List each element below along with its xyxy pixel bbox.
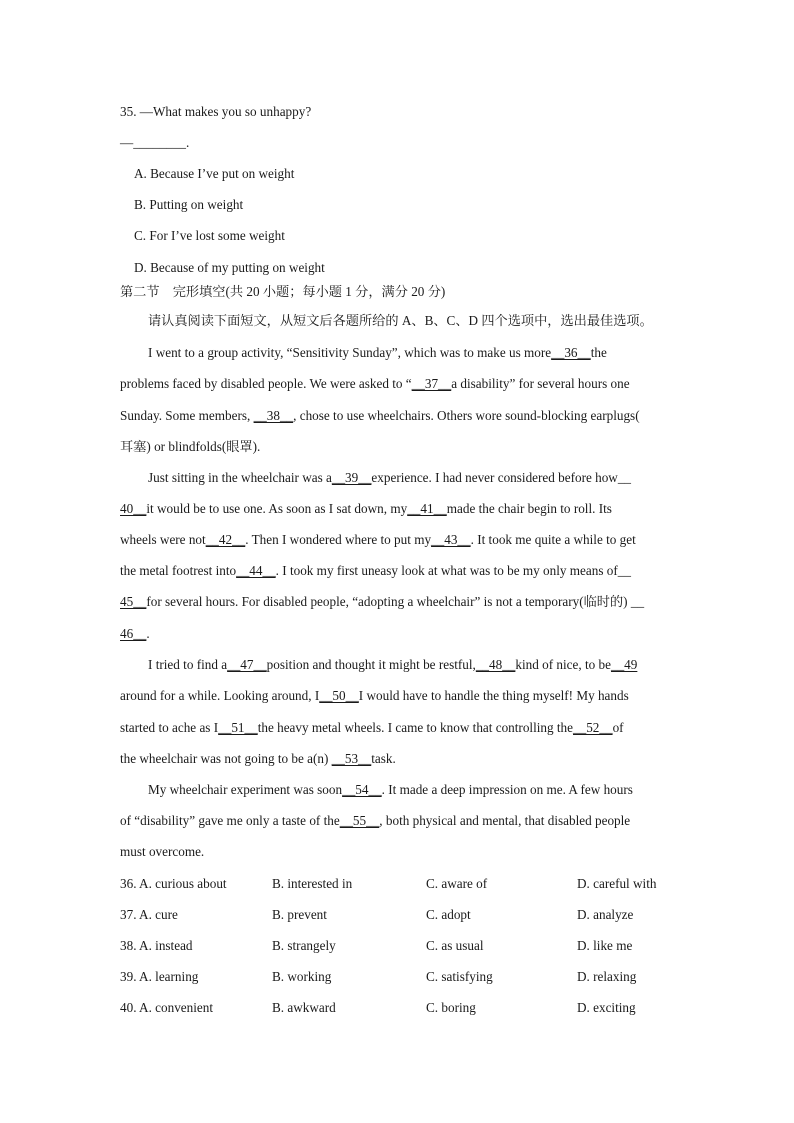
passage-line: wheels were not__42__. Then I wondered where to put my__43__. It took me quite a while to get — [120, 532, 636, 547]
blank-48: __48__ — [475, 657, 516, 672]
blank-54: __54__ — [342, 782, 382, 797]
option-b: B. awkward — [272, 1000, 336, 1015]
passage-line: problems faced by disabled people. We were asked to “__37__a disability” for several hours one — [120, 376, 630, 391]
passage-line: started to ache as I__51__the heavy metal wheels. I came to know that controlling the__52__of — [120, 720, 624, 735]
passage-line: I went to a group activity, “Sensitivity Sunday”, which was to make us more__36__the — [148, 345, 607, 360]
option-c: C. as usual — [426, 938, 484, 953]
blank-40: 40__ — [120, 501, 147, 516]
blank-36: __36__ — [551, 345, 591, 360]
section-instruction: 请认真阅读下面短文，从短文后各题所给的 A、B、C、D 四个选项中，选出最佳选项。 — [148, 313, 653, 328]
answer-end: . — [185, 135, 190, 150]
option-a: 36. A. curious about — [120, 876, 227, 891]
blank-44: __44__ — [236, 563, 276, 578]
option-d: D. exciting — [577, 1000, 636, 1015]
option-a: 38. A. instead — [120, 938, 193, 953]
option-b: B. prevent — [272, 907, 327, 922]
passage-line: around for a while. Looking around, I__50__I would have to handle the thing myself! My hands — [120, 688, 629, 703]
blank-45: 45__ — [120, 594, 147, 609]
option-b: B. working — [272, 969, 332, 984]
blank-49: __49 — [610, 657, 638, 672]
answer-dash: — — [120, 135, 134, 150]
blank-41: __41__ — [407, 501, 447, 516]
passage-line: must overcome. — [120, 844, 205, 859]
passage-line: Just sitting in the wheelchair was a__39__experience. I had never considered before how__ — [148, 470, 632, 485]
passage-line: 46__. — [120, 626, 150, 641]
option-a: 37. A. cure — [120, 907, 178, 922]
passage-line: 45__for several hours. For disabled people, “adopting a wheelchair” is not a temporary(临时的) __ — [120, 594, 645, 609]
question-35-answer-line — [120, 134, 189, 152]
option-b: B. strangely — [272, 938, 336, 953]
blank-37: __37__ — [411, 376, 452, 391]
option-a: 40. A. convenient — [120, 1000, 214, 1015]
question-35-option-d: D. Because of my putting on weight — [134, 260, 325, 275]
passage-line: of “disability” gave me only a taste of the__55__, both physical and mental, that disabled people — [120, 813, 631, 828]
blank-46: 46__ — [120, 626, 147, 641]
section-title: 第二节 完形填空(共 20 小题；每小题 1 分，满分 20 分) — [120, 284, 446, 299]
option-b: B. interested in — [272, 876, 353, 891]
blank-43: __43__ — [431, 532, 471, 547]
blank-51: __51__ — [218, 720, 258, 735]
passage-line: 耳塞) or blindfolds(眼罩). — [120, 439, 261, 454]
blank-53: __53__ — [331, 751, 372, 766]
question-35-option-b: B. Putting on weight — [134, 197, 244, 212]
option-c: C. adopt — [426, 907, 471, 922]
question-35-option-a: A. Because I’ve put on weight — [134, 166, 295, 181]
passage-line: 40__it would be to use one. As soon as I sat down, my__41__made the chair begin to roll. Its — [120, 501, 612, 516]
passage-line: the wheelchair was not going to be a(n) __53__task. — [120, 751, 396, 766]
passage-line: Sunday. Some members, __38__, chose to use wheelchairs. Others wore sound-blocking earplugs( — [120, 408, 640, 423]
option-c: C. satisfying — [426, 969, 493, 984]
blank-39: __39__ — [331, 470, 372, 485]
blank-42: __42__ — [205, 532, 246, 547]
question-35-option-c: C. For I’ve lost some weight — [134, 228, 285, 243]
question-35-stem: 35. —What makes you so unhappy? — [120, 104, 312, 119]
passage-line: My wheelchair experiment was soon__54__. It made a deep impression on me. A few hours — [148, 782, 633, 797]
option-d: D. analyze — [577, 907, 634, 922]
passage-line: the metal footrest into__44__. I took my first uneasy look at what was to be my only means of__ — [120, 563, 631, 578]
option-c: C. aware of — [426, 876, 488, 891]
blank-50: __50__ — [319, 688, 359, 703]
option-d: D. careful with — [577, 876, 657, 891]
blank-52: __52__ — [573, 720, 613, 735]
option-d: D. relaxing — [577, 969, 637, 984]
answer-blank: ________ — [133, 135, 186, 150]
option-d: D. like me — [577, 938, 633, 953]
blank-55: __55__ — [339, 813, 380, 828]
option-c: C. boring — [426, 1000, 476, 1015]
passage-line: I tried to find a__47__position and thought it might be restful,__48__kind of nice, to be__49 — [148, 657, 638, 672]
option-a: 39. A. learning — [120, 969, 199, 984]
blank-38: __38__ — [253, 408, 294, 423]
blank-47: __47__ — [227, 657, 267, 672]
